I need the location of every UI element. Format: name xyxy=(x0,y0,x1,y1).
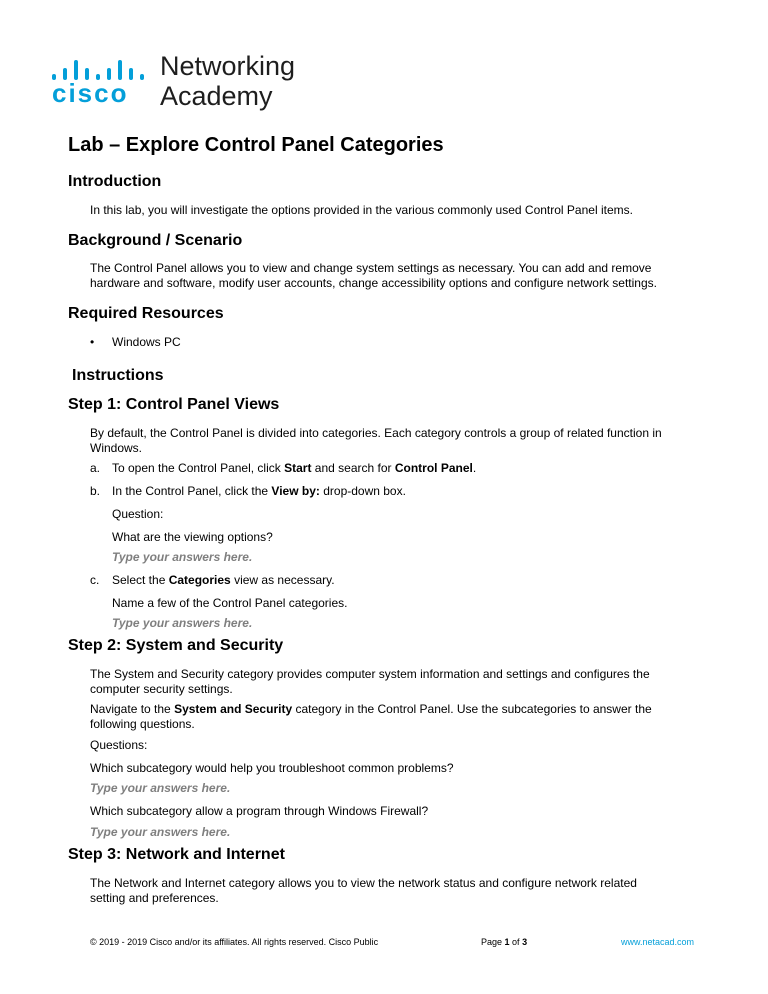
instructions-heading: Instructions xyxy=(72,367,164,384)
page-title: Lab – Explore Control Panel Categories xyxy=(68,134,444,156)
step1-b-letter: b. xyxy=(90,484,101,498)
step1-line-2: Windows. xyxy=(90,441,143,455)
footer-link[interactable]: www.netacad.com xyxy=(621,937,695,947)
step2-line-2: computer security settings. xyxy=(90,682,233,696)
step2-questions-label: Questions: xyxy=(90,738,148,752)
footer-page-number: Page 1 of 3 xyxy=(481,937,528,947)
step2-question-1: Which subcategory would help you troubleshoot common problems? xyxy=(90,761,454,775)
intro-heading: Introduction xyxy=(68,173,162,190)
intro-text: In this lab, you will investigate the options provided in the various commonly used Control Panel items. xyxy=(90,203,633,217)
bullet-icon: • xyxy=(90,335,95,349)
step3-line-1: The Network and Internet category allows you to view the network status and configure network related xyxy=(90,876,637,890)
background-heading: Background / Scenario xyxy=(68,232,243,249)
resource-item: Windows PC xyxy=(112,335,181,349)
step3-heading: Step 3: Network and Internet xyxy=(68,846,285,863)
background-line-2: hardware and software, modify user accounts, change accessibility options and configure network settings. xyxy=(90,276,657,290)
step1-c-text: Select the Categories view as necessary. xyxy=(112,573,335,587)
step2-nav-line-2: following questions. xyxy=(90,717,195,731)
step1-c-letter: c. xyxy=(90,573,100,587)
step3-line-2: setting and preferences. xyxy=(90,891,219,905)
cisco-wordmark: cisco xyxy=(52,78,129,108)
step1-b-text: In the Control Panel, click the View by: drop-down box. xyxy=(112,484,406,498)
step1-name-prompt: Name a few of the Control Panel categories. xyxy=(112,596,348,610)
step2-question-2: Which subcategory allow a program through Windows Firewall? xyxy=(90,804,429,818)
logo-academy: Academy xyxy=(160,81,273,111)
step2-line-1: The System and Security category provides computer system information and settings and configures the xyxy=(90,667,650,681)
step1-line-1: By default, the Control Panel is divided into categories. Each category controls a group of related function in xyxy=(90,426,662,440)
resources-heading: Required Resources xyxy=(68,305,224,322)
logo-networking: Networking xyxy=(160,51,296,81)
step1-a-text: To open the Control Panel, click Start and search for Control Panel. xyxy=(112,461,477,475)
background-line-1: The Control Panel allows you to view and change system settings as necessary. You can add and remove xyxy=(90,261,652,275)
footer-copyright: © 2019 - 2019 Cisco and/or its affiliates. All rights reserved. Cisco Public xyxy=(90,937,379,947)
step2-answer-field-1[interactable]: Type your answers here. xyxy=(90,781,231,795)
step2-heading: Step 2: System and Security xyxy=(68,637,284,654)
cisco-networking-academy-logo xyxy=(52,51,312,116)
step1-heading: Step 1: Control Panel Views xyxy=(68,396,280,413)
step1-answer-field-2[interactable]: Type your answers here. xyxy=(112,616,253,630)
step2-nav-line-1: Navigate to the System and Security category in the Control Panel. Use the subcategories to answer the xyxy=(90,702,652,716)
cisco-bars-icon xyxy=(52,60,152,80)
step2-answer-field-2[interactable]: Type your answers here. xyxy=(90,825,231,839)
step1-question-label: Question: xyxy=(112,507,164,521)
step1-question: What are the viewing options? xyxy=(112,530,273,544)
step1-a-letter: a. xyxy=(90,461,101,475)
step1-answer-field-1[interactable]: Type your answers here. xyxy=(112,550,253,564)
